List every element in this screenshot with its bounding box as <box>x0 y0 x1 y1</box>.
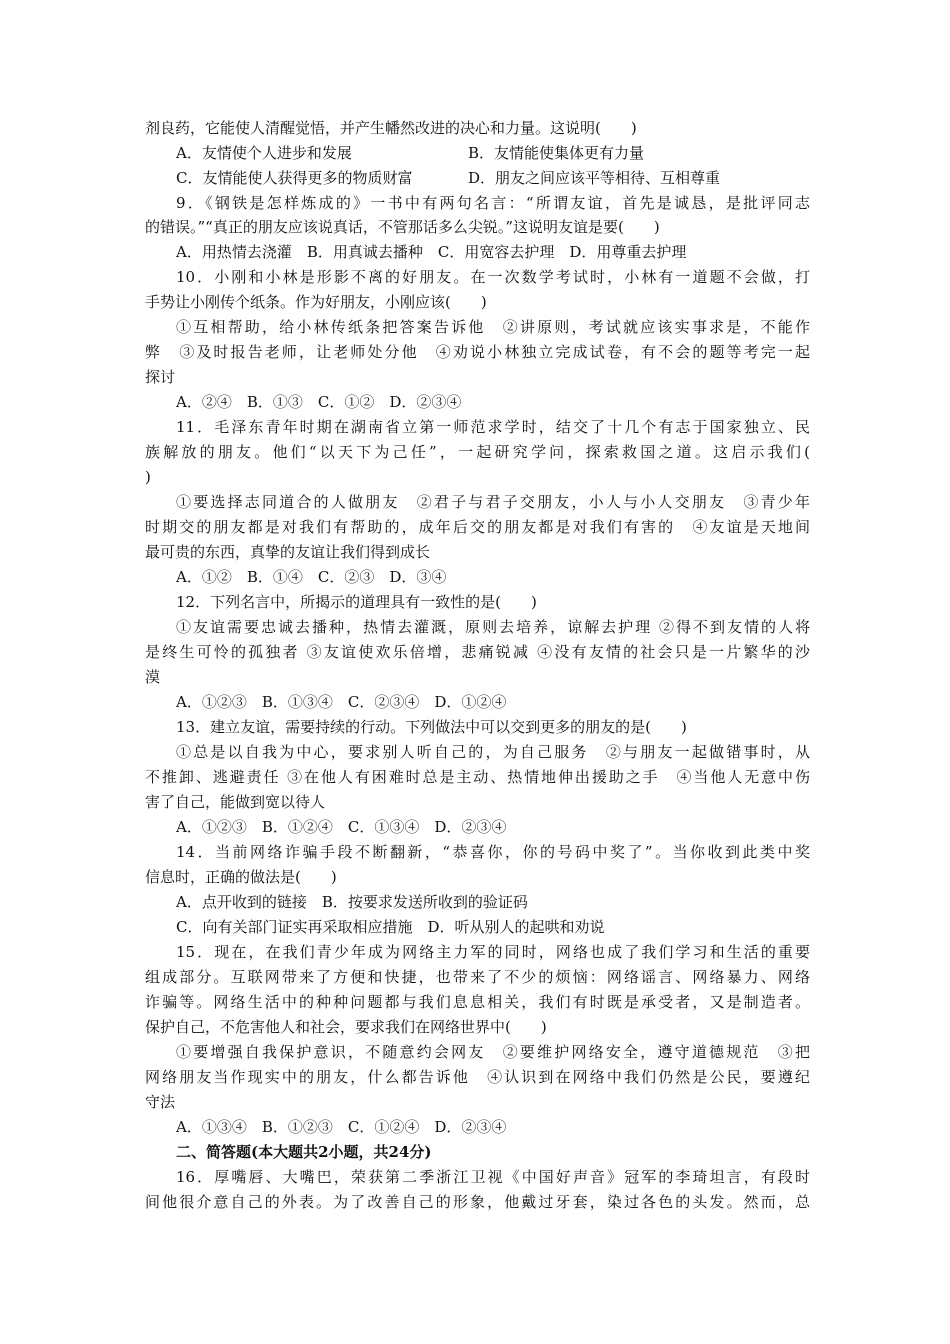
q14-options-ab: A．点开收到的链接 B．按要求发送所收到的验证码 <box>176 893 528 911</box>
q8-stem-end: 剂良药，它能使人清醒觉悟，并产生幡然改进的决心和力量。这说明( ) <box>145 119 637 137</box>
q8-option-d: D．朋友之间应该平等相待、互相尊重 <box>468 169 721 187</box>
q16-text-line2: 间他很介意自己的外表。为了改善自己的形象，他戴过牙套，染过各色的头发。然而，总 <box>145 1193 810 1211</box>
q15-statements-line2: 网络朋友当作现实中的朋友，什么都告诉他 ④认识到在网络中我们仍然是公民，要遵纪 <box>145 1068 810 1086</box>
section-heading: 二、简答题(本大题共2小题，共24分) <box>176 1143 432 1161</box>
q14-stem-line1: 14．当前网络诈骗手段不断翻新，“恭喜你，你的号码中奖了”。当你收到此类中奖 <box>176 843 810 861</box>
q16-text-line1: 16．厚嘴唇、大嘴巴，荣获第二季浙江卫视《中国好声音》冠军的李琦坦言，有段时 <box>176 1168 810 1186</box>
q15-stem-line2: 组成部分。互联网带来了方便和快捷，也带来了不少的烦恼：网络谣言、网络暴力、网络 <box>145 968 810 986</box>
q12-statements-line1: ①友谊需要忠诚去播种，热情去灌溉，原则去培养，谅解去护理 ②得不到友情的人将 <box>176 618 810 636</box>
q8-options-ab <box>176 141 810 165</box>
q13-stem: 13．建立友谊，需要持续的行动。下列做法中可以交到更多的朋友的是( ) <box>176 718 687 736</box>
q9-stem-line1: 9．《钢铁是怎样炼成的》一书中有两句名言：“所谓友谊，首先是诚恳，是批评同志 <box>176 194 810 212</box>
q9-stem-line2: 的错误。”“真正的朋友应该说真话，不管那话多么尖锐。”这说明友谊是要( ) <box>145 218 660 236</box>
q10-stem-line2: 手势让小刚传个纸条。作为好朋友，小刚应该( ) <box>145 293 487 311</box>
q11-stem-line3: ) <box>145 468 151 486</box>
q11-stem-line1: 11．毛泽东青年时期在湖南省立第一师范求学时，结交了十几个有志于国家独立、民 <box>176 418 810 436</box>
q13-statements-line2: 不推卸、逃避责任 ③在他人有困难时总是主动、热情地伸出援助之手 ④当他人无意中伤 <box>145 768 810 786</box>
q12-statements-line2: 是终生可怜的孤独者 ③友谊使欢乐倍增，悲痛锐减 ④没有友情的社会只是一片繁华的沙 <box>145 643 810 661</box>
q14-stem-line2: 信息时，正确的做法是( ) <box>145 868 337 886</box>
q8-option-a: A．友情使个人进步和发展 <box>176 144 352 162</box>
q15-statements-line3: 守法 <box>145 1093 176 1111</box>
q12-options: A．①②③ B．①③④ C．②③④ D．①②④ <box>176 693 507 711</box>
q11-statements-line1: ①要选择志同道合的人做朋友 ②君子与君子交朋友，小人与小人交朋友 ③青少年 <box>176 493 810 511</box>
q8-option-b: B．友情能使集体更有力量 <box>468 144 645 162</box>
q10-statements-line3: 探讨 <box>145 368 176 386</box>
q15-options: A．①③④ B．①②③ C．①②④ D．②③④ <box>176 1118 507 1136</box>
q13-statements-line3: 害了自己，能做到宽以待人 <box>145 793 326 811</box>
q10-statements-line1: ①互相帮助，给小林传纸条把答案告诉他 ②讲原则，考试就应该实事求是，不能作 <box>176 318 810 336</box>
q12-statements-line3: 漠 <box>145 668 161 686</box>
q11-statements-line2: 时期交的朋友都是对我们有帮助的，成年后交的朋友都是对我们有害的 ④友谊是天地间 <box>145 518 810 536</box>
q15-stem-line4: 保护自己，不危害他人和社会，要求我们在网络世界中( ) <box>145 1018 547 1036</box>
q15-statements-line1: ①要增强自我保护意识，不随意约会网友 ②要维护网络安全，遵守道德规范 ③把 <box>176 1043 810 1061</box>
q12-stem: 12．下列名言中，所揭示的道理具有一致性的是( ) <box>176 593 537 611</box>
q9-options: A．用热情去浇灌 B．用真诚去播种 C．用宽容去护理 D．用尊重去护理 <box>176 243 687 261</box>
q15-stem-line3: 诈骗等。网络生活中的种种问题都与我们息息相关，我们有时既是承受者，又是制造者。 <box>145 993 810 1011</box>
q11-options: A．①② B．①④ C．②③ D．③④ <box>176 568 447 586</box>
q15-stem-line1: 15．现在，在我们青少年成为网络主力军的同时，网络也成了我们学习和生活的重要 <box>176 943 810 961</box>
q14-options-cd: C．向有关部门证实再采取相应措施 D．听从别人的起哄和劝说 <box>176 918 605 936</box>
q10-options: A．②④ B．①③ C．①② D．②③④ <box>176 393 462 411</box>
q8-options-cd <box>176 166 810 190</box>
q11-statements-line3: 最可贵的东西，真挚的友谊让我们得到成长 <box>145 543 431 561</box>
q10-stem-line1: 10．小刚和小林是形影不离的好朋友。在一次数学考试时，小林有一道题不会做，打 <box>176 268 810 286</box>
q10-statements-line2: 弊 ③及时报告老师，让老师处分他 ④劝说小林独立完成试卷，有不会的题等考完一起 <box>145 343 810 361</box>
q8-option-c: C．友情能使人获得更多的物质财富 <box>176 169 413 187</box>
q13-options: A．①②③ B．①②④ C．①③④ D．②③④ <box>176 818 507 836</box>
q11-stem-line2: 族解放的朋友。他们“以天下为己任”，一起研究学问，探索救国之道。这启示我们( <box>145 443 810 461</box>
q13-statements-line1: ①总是以自我为中心，要求别人听自己的，为自己服务 ②与朋友一起做错事时，从 <box>176 743 810 761</box>
